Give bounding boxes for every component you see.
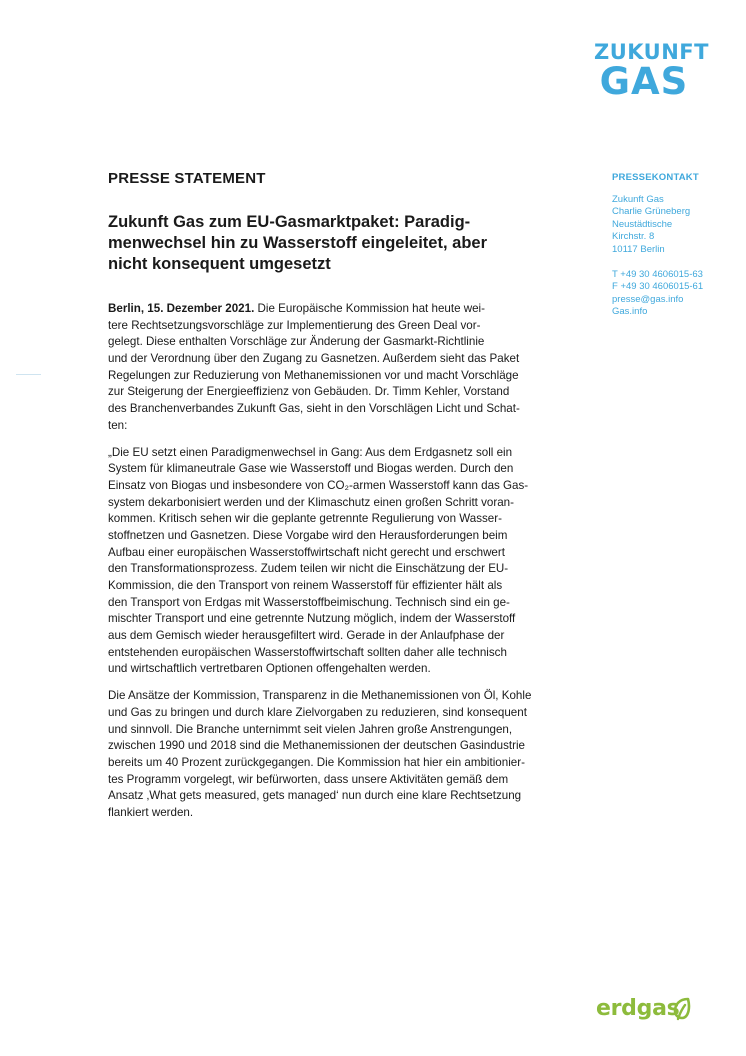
contact-line: 10117 Berlin <box>612 243 665 255</box>
text-line: Ansatz ‚What gets measured, gets managed‘ nun durch eine klare Rechtsetzung <box>108 789 522 803</box>
text-line: und Gas zu bringen und durch klare Zielvorgaben zu reduzieren, sind konsequent <box>108 705 527 719</box>
text-line: kommen. Kritisch sehen wir die geplante getrennte Regulierung von Wasser- <box>108 512 502 526</box>
contact-heading: PRESSEKONTAKT <box>612 172 699 183</box>
contact-phone: T +49 30 4606015-63 <box>612 268 703 280</box>
contact-fax: F +49 30 4606015-61 <box>612 281 704 293</box>
contact-line: Charlie Grüneberg <box>612 206 691 218</box>
dateline: Berlin, 15. Dezember 2021. <box>108 302 255 315</box>
contact-line: Kirchstr. 8 <box>612 231 655 243</box>
text-line: Die Ansätze der Kommission, Transparenz in die Methanemissionen von Öl, Kohle <box>108 689 532 703</box>
text-line: Regelungen zur Reduzierung von Methanemissionen vor und macht Vorschläge <box>108 368 519 382</box>
text-line: den Transformationsprozess. Zudem teilen wir nicht die Einschätzung der EU- <box>108 562 509 576</box>
text-line: Aufbau einer europäischen Wasserstoffwirtschaft nicht gerecht und erschwert <box>108 545 505 559</box>
contact-line: Zukunft Gas <box>612 193 664 205</box>
paragraph-1 <box>108 301 578 435</box>
headline-line: menwechsel hin zu Wasserstoff eingeleitet, aber <box>108 234 487 252</box>
headline <box>108 212 548 275</box>
text-line: „Die EU setzt einen Paradigmenwechsel in Gang: Aus dem Erdgasnetz soll ein <box>108 445 513 459</box>
erdgas-logo <box>596 994 696 1024</box>
text-line: zur Steigerung der Energieeffizienz von Gebäuden. Dr. Timm Kehler, Vorstand <box>108 385 510 399</box>
text-line: entstehenden europäischen Wasserstoffwirtschaft sollten daher alle technisch <box>108 645 507 659</box>
logo-line-2: GAS <box>599 60 689 103</box>
text-line: und wirtschaftlich vertretbaren Optionen offengehalten werden. <box>108 662 431 676</box>
leaf-icon <box>672 997 692 1021</box>
text-line: tere Rechtsetzungsvorschläge zur Implementierung des Green Deal vor- <box>108 318 481 332</box>
margin-rule <box>16 374 41 375</box>
contact-website[interactable]: Gas.info <box>612 306 648 318</box>
text-line: bereits um 40 Prozent zurückgegangen. Die Kommission hat hier ein ambitionier- <box>108 755 525 769</box>
text-line: Kommission, die den Transport von reinem Wasserstoff für effizienter hält als <box>108 579 503 592</box>
text-line: System für klimaneutrale Gase wie Wasserstoff und Biogas werden. Durch den <box>108 462 514 476</box>
paragraph-3 <box>108 688 578 822</box>
text-line: flankiert werden. <box>108 805 194 819</box>
press-contact <box>612 172 737 319</box>
contact-email[interactable]: presse@gas.info <box>612 293 684 305</box>
text-line <box>108 301 578 318</box>
text-line: den Transport von Erdgas mit Wasserstoffbeimischung. Technisch sind ein ge- <box>108 595 510 609</box>
text-line: des Branchenverbandes Zukunft Gas, sieht in den Vorschlägen Licht und Schat- <box>108 402 520 416</box>
text-line-rest: Die Europäische Kommission hat heute wei- <box>254 302 485 315</box>
text-line: zwischen 1990 und 2018 sind die Methanemissionen der deutschen Gasindustrie <box>108 739 525 753</box>
headline-line: Zukunft Gas zum EU-Gasmarktpaket: Paradig- <box>108 213 471 231</box>
body-text <box>108 301 578 832</box>
text-line: gelegt. Diese enthalten Vorschläge zur Änderung der Gasmarkt-Richtlinie <box>108 335 485 349</box>
text-line: mischter Transport und eine getrennte Nutzung möglich, indem der Wasserstoff <box>108 612 516 626</box>
text-line: ten: <box>108 418 128 432</box>
headline-line: nicht konsequent umgesetzt <box>108 255 331 273</box>
paragraph-2 <box>108 445 578 679</box>
zukunft-gas-logo <box>594 40 709 103</box>
text-line: aus dem Gemisch wieder herausgefiltert wird. Gerade in der Anlaufphase der <box>108 629 505 643</box>
logo-line-1: ZUKUNFT <box>594 40 709 64</box>
text-line: und sinnvoll. Die Branche unternimmt seit vielen Jahren große Anstrengungen, <box>108 722 513 736</box>
text-line: stoffnetzen und Gasnetzen. Diese Vorgabe wird den Herausforderungen beim <box>108 528 508 542</box>
erdgas-wordmark: erdgas <box>596 996 680 1021</box>
section-label: PRESSE STATEMENT <box>108 170 266 187</box>
contact-line: Neustädtische <box>612 218 673 230</box>
text-line: tes Programm vorgelegt, wir befürworten, dass unsere Aktivitäten gemäß dem <box>108 772 509 786</box>
text-line: Einsatz von Biogas und insbesondere von CO₂-armen Wasserstoff kann das Gas- <box>108 478 529 492</box>
text-line: system dekarbonisiert werden und der Klimaschutz einen großen Schritt voran- <box>108 495 514 509</box>
text-line: und der Verordnung über den Zugang zu Gasnetzen. Außerdem sieht das Paket <box>108 352 520 366</box>
